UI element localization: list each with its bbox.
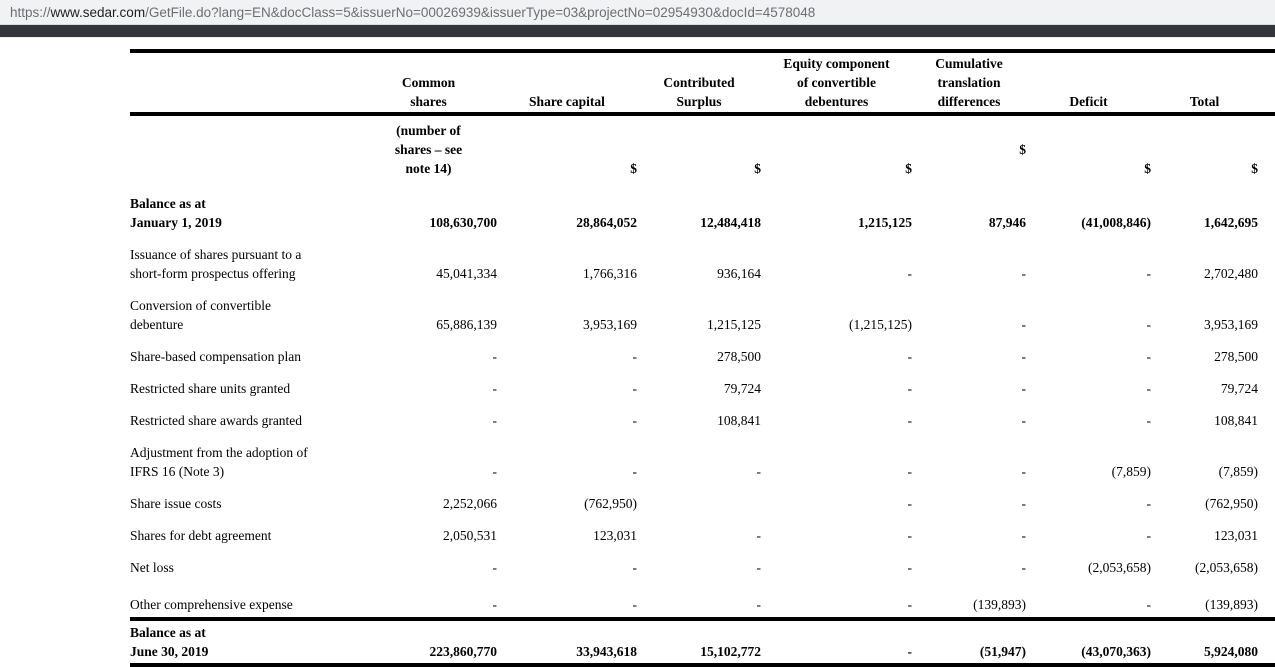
value-cell-2: 12,484,418 [700, 215, 761, 230]
value-cell-2: - [756, 464, 761, 479]
value-cell-5: - [1146, 349, 1151, 364]
table-row [130, 232, 1275, 283]
value-cell-1: - [632, 349, 637, 364]
row-label: Other comprehensive expense [130, 597, 293, 612]
value-cell-2: 108,841 [717, 413, 761, 428]
value-cell-2: 278,500 [717, 349, 761, 364]
column-subheader-1: $ [630, 161, 637, 176]
column-header-4: Cumulative translation differences [912, 51, 1026, 114]
table-row [130, 513, 1275, 545]
value-cell-6: 123,031 [1214, 528, 1258, 543]
value-cell-0: 108,630,700 [429, 215, 497, 230]
table-row [130, 398, 1275, 430]
value-cell-3: - [761, 619, 912, 665]
value-cell-1: - [632, 381, 637, 396]
row-label: Shares for debt agreement [130, 528, 272, 543]
value-cell-3: - [907, 560, 912, 575]
value-cell-6: (139,893) [1205, 597, 1258, 612]
column-header-6: Total [1151, 51, 1275, 114]
value-cell-0: - [492, 349, 497, 364]
header-row [130, 51, 1275, 114]
value-cell-6: 79,724 [1220, 381, 1258, 396]
value-cell-5: - [1146, 597, 1151, 612]
column-subheader-2: $ [754, 161, 761, 176]
value-cell-6: (762,950) [1205, 496, 1258, 511]
value-cell-5: - [1146, 528, 1151, 543]
subheader-corner-cell [130, 114, 360, 178]
value-cell-4: - [1021, 560, 1026, 575]
value-cell-6: (7,859) [1218, 464, 1258, 479]
row-label: Share-based compensation plan [130, 349, 301, 364]
header-corner-cell [130, 51, 360, 114]
value-cell-1: - [632, 597, 637, 612]
table-row [130, 366, 1275, 398]
value-cell-2: - [756, 597, 761, 612]
value-cell-0: 65,886,139 [436, 317, 497, 332]
value-cell-6: 3,953,169 [1204, 317, 1258, 332]
value-cell-3: - [907, 528, 912, 543]
value-cell-0: 45,041,334 [436, 266, 497, 281]
table-row [130, 178, 1275, 232]
value-cell-4: - [1021, 464, 1026, 479]
value-cell-3: 1,215,125 [858, 215, 912, 230]
row-label: Balance as at June 30, 2019 [130, 619, 360, 665]
value-cell-5: - [1146, 381, 1151, 396]
value-cell-3: - [907, 464, 912, 479]
row-label: Restricted share units granted [130, 381, 291, 396]
subheader-row [130, 114, 1275, 178]
column-subheader-6: $ [1251, 161, 1258, 176]
column-subheader-3: $ [905, 161, 912, 176]
row-label: Net loss [130, 560, 174, 575]
value-cell-5: - [1146, 413, 1151, 428]
value-cell-4: - [1021, 266, 1026, 281]
value-cell-0: - [492, 597, 497, 612]
value-cell-0: 2,050,531 [443, 528, 497, 543]
column-subheader-0: (number of shares – see note 14) [394, 123, 463, 176]
value-cell-3: - [907, 381, 912, 396]
row-label: Conversion of convertible debenture [130, 298, 271, 332]
value-cell-2: 79,724 [723, 381, 761, 396]
table-row [130, 430, 1275, 481]
value-cell-4: - [1021, 413, 1026, 428]
table-row [130, 545, 1275, 577]
row-label: Issuance of shares pursuant to a short-form prospectus offering [130, 247, 302, 281]
value-cell-1: - [632, 413, 637, 428]
value-cell-0: 223,860,770 [360, 619, 497, 665]
value-cell-6: 2,702,480 [1204, 266, 1258, 281]
value-cell-4: (139,893) [973, 597, 1026, 612]
value-cell-5: (7,859) [1111, 464, 1151, 479]
value-cell-1: 33,943,618 [497, 619, 637, 665]
table-row [130, 481, 1275, 513]
value-cell-5: (43,070,363) [1026, 619, 1151, 665]
url-domain: www.sedar.com [50, 4, 146, 20]
table-row [130, 283, 1275, 334]
row-label: Balance as at January 1, 2019 [130, 196, 222, 230]
value-cell-1: 3,953,169 [583, 317, 637, 332]
table-body [130, 178, 1275, 665]
value-cell-0: - [492, 381, 497, 396]
column-header-0: Common shares [360, 51, 497, 114]
value-cell-2 [637, 481, 761, 513]
pdf-viewer-toolbar [0, 25, 1275, 38]
value-cell-1: 123,031 [593, 528, 637, 543]
column-header-1: Share capital [497, 51, 637, 114]
table-row [130, 619, 1275, 665]
value-cell-1: 28,864,052 [576, 215, 637, 230]
value-cell-4: - [1021, 317, 1026, 332]
value-cell-6: 1,642,695 [1204, 215, 1258, 230]
value-cell-5: (41,008,846) [1081, 215, 1151, 230]
value-cell-6: 108,841 [1214, 413, 1258, 428]
value-cell-4: - [1021, 528, 1026, 543]
value-cell-4: - [1021, 496, 1026, 511]
url-scheme: https:// [10, 4, 51, 20]
value-cell-2: - [756, 528, 761, 543]
value-cell-2: 15,102,772 [637, 619, 761, 665]
value-cell-0: 2,252,066 [443, 496, 497, 511]
value-cell-4: 87,946 [988, 215, 1026, 230]
value-cell-4: - [1021, 381, 1026, 396]
value-cell-3: (1,215,125) [849, 317, 912, 332]
equity-statement-table [130, 49, 1275, 667]
value-cell-5: (2,053,658) [1088, 560, 1151, 575]
table-row [130, 577, 1275, 619]
value-cell-1: (762,950) [584, 496, 637, 511]
value-cell-6: 278,500 [1214, 349, 1258, 364]
column-header-3: Equity component of convertible debentures [761, 51, 912, 114]
column-subheader-4: $ [1019, 142, 1026, 157]
value-cell-1: 1,766,316 [583, 266, 637, 281]
column-subheader-5: $ [1144, 161, 1151, 176]
value-cell-3: - [907, 349, 912, 364]
value-cell-6: 5,924,080 [1151, 619, 1275, 665]
value-cell-2: - [756, 560, 761, 575]
value-cell-3: - [907, 496, 912, 511]
value-cell-4: - [1021, 349, 1026, 364]
row-label: Restricted share awards granted [130, 413, 303, 428]
document-page [0, 49, 1275, 667]
value-cell-3: - [907, 597, 912, 612]
value-cell-2: 936,164 [717, 266, 761, 281]
url-path: /GetFile.do?lang=EN&docClass=5&issuerNo=00026939&issuerType=03&projectNo=02954930&docId=4578048 [145, 4, 816, 20]
value-cell-3: - [907, 266, 912, 281]
value-cell-1: - [632, 560, 637, 575]
row-label: Share issue costs [130, 496, 222, 511]
browser-url-bar[interactable] [0, 0, 1275, 25]
value-cell-6: (2,053,658) [1195, 560, 1258, 575]
column-header-5: Deficit [1026, 51, 1151, 114]
value-cell-0: - [492, 560, 497, 575]
value-cell-5: - [1146, 317, 1151, 332]
value-cell-5: - [1146, 266, 1151, 281]
value-cell-3: - [907, 413, 912, 428]
value-cell-1: - [632, 464, 637, 479]
row-label: Adjustment from the adoption of IFRS 16 (Note 3) [130, 445, 308, 479]
value-cell-0: - [492, 413, 497, 428]
value-cell-0: - [492, 464, 497, 479]
value-cell-5: - [1146, 496, 1151, 511]
column-header-2: Contributed Surplus [637, 51, 761, 114]
table-row [130, 334, 1275, 366]
value-cell-4: (51,947) [912, 619, 1026, 665]
value-cell-2: 1,215,125 [707, 317, 761, 332]
